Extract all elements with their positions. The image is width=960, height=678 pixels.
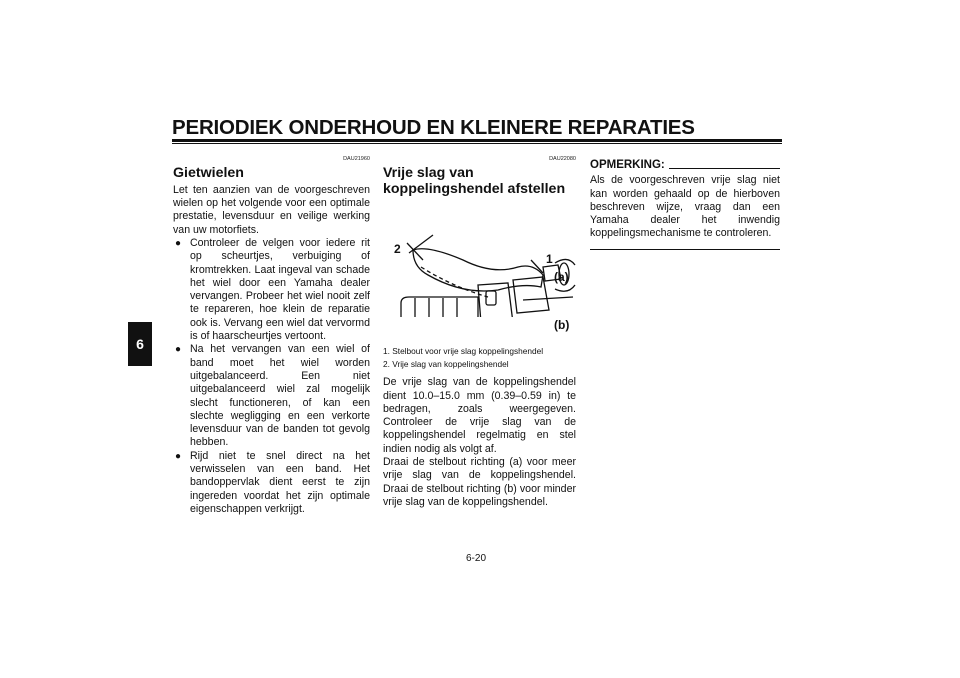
note-text: Als de voorgeschreven vrije slag niet kan worden gehaald op de hierboven beschreven wijze, vraag dan een Yamaha dealer het inwendig koppelingsmechanisme te controleren. bbox=[590, 174, 780, 240]
bullet-item bbox=[173, 450, 370, 516]
note-end-rule bbox=[590, 249, 780, 250]
body-paragraph: Draai de stelbout richting (a) voor meer vrije slag van de koppelingshendel. Draai de stelbout richting (b) voor minder vrije slag van de koppelingshendel. bbox=[383, 456, 576, 508]
bullet-item bbox=[173, 237, 370, 343]
bullet-dot-icon: ● bbox=[175, 344, 182, 356]
caption-line: 2. Vrije slag van koppelingshendel bbox=[383, 359, 509, 370]
bullet-text: Na het vervangen van een wiel of band moet het wiel worden uitgebalanceerd. Een niet uitgebalanceerd wiel zal mogelijk slecht functioneren, of kan een slechte wegligging en een verkorte levensduur van de banden tot gevolg hebben. bbox=[190, 343, 370, 449]
caption-line: 1. Stelbout voor vrije slag koppelingshendel bbox=[383, 346, 544, 357]
figure-label-1: 1 bbox=[546, 252, 553, 267]
section-code: DAU22080 bbox=[549, 156, 576, 162]
section-code: DAU21960 bbox=[343, 156, 370, 162]
bullet-dot-icon: ● bbox=[175, 237, 182, 249]
header-rule bbox=[172, 139, 782, 142]
clutch-lever-figure bbox=[383, 205, 582, 333]
chapter-tab: 6 bbox=[128, 322, 152, 366]
figure-label-2: 2 bbox=[394, 242, 401, 257]
note-heading-rule bbox=[669, 168, 780, 169]
note-heading bbox=[590, 159, 780, 172]
bullet-text: Rijd niet te snel direct na het verwisselen van een band. Het bandoppervlak dient eerst te zijn ingereden voordat het zijn optimale eigenschappen verkrijgt. bbox=[190, 449, 370, 515]
page-number: 6-20 bbox=[466, 553, 487, 564]
column-note bbox=[590, 159, 780, 250]
header-rule-thin bbox=[172, 143, 782, 144]
column-clutch bbox=[383, 153, 576, 509]
section-heading: Vrije slag van koppelingshendel afstellen bbox=[383, 165, 566, 197]
note-label: OPMERKING: bbox=[590, 159, 665, 171]
bullet-dot-icon: ● bbox=[175, 450, 182, 462]
bullet-text: Controleer de velgen voor iedere rit op scheurtjes, verbuiging of kromtrekken. Laat ingeval van schade het wiel door een Yamaha dealer vervangen. Probeer het wiel nooit zelf te repareren, hoe klein de reparatie ook is. Vervang een wiel dat vervormd is of haarscheurtjes vertoont. bbox=[190, 236, 370, 343]
intro-paragraph: Let ten aanzien van de voorgeschreven wielen op het volgende voor een optimale prestatie, levensduur en veilige werking van uw motorfiets. bbox=[173, 183, 370, 236]
page-header-title: PERIODIEK ONDERHOUD EN KLEINERE REPARATIES bbox=[172, 116, 695, 139]
bullet-item bbox=[173, 343, 370, 449]
section-heading: Gietwielen bbox=[173, 165, 244, 182]
body-paragraph: De vrije slag van de koppelingshendel dient 10.0–15.0 mm (0.39–0.59 in) te bedragen, zoals weergegeven. Controleer de vrije slag van de koppelingshendel regelmatig en stel indien nodig als volgt af. bbox=[383, 376, 576, 455]
figure-label-a: (a) bbox=[554, 270, 569, 285]
figure-caption bbox=[383, 345, 576, 371]
figure-label-b: (b) bbox=[554, 318, 570, 333]
column-wheels bbox=[173, 153, 370, 516]
